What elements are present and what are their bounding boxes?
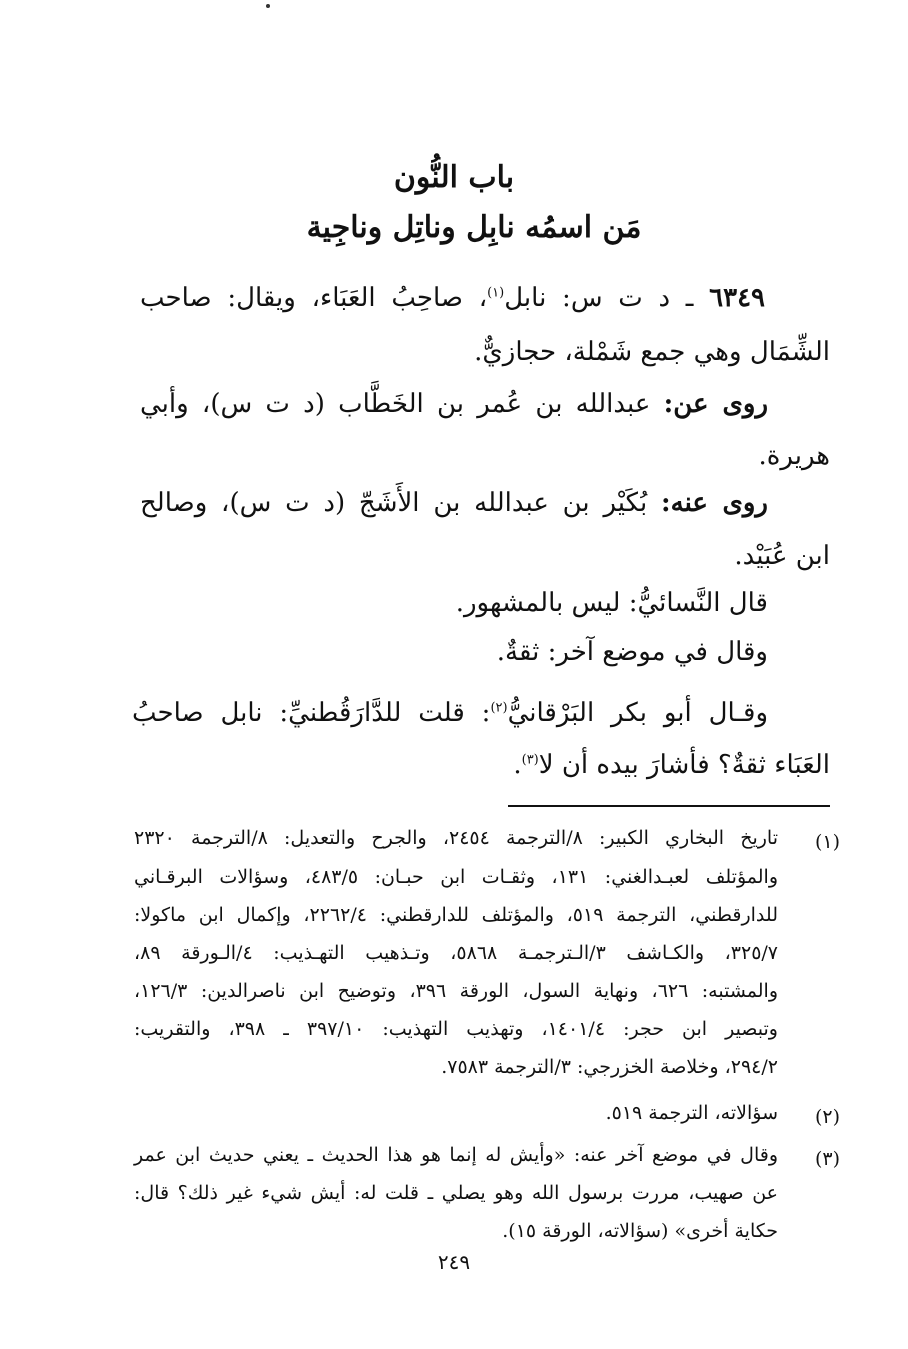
entry-line-1 [140,278,765,318]
entry-number: ٦٣٤٩ [709,283,765,313]
page-number: ٢٤٩ [437,1250,471,1274]
footnote-3-line: عن صهيب، مررت برسول الله وهو يصلي ـ قلت له: أيش شيء غير ذلك؟ قال: [134,1182,778,1204]
barqani-text-2: : قلت للدَّارَقُطنيِّ: نابل صاحبُ [132,698,491,728]
footnote-3-line: حكاية أخرى» (سؤالاته، الورقة ١٥). [502,1220,778,1242]
footnote-3-number: (٣) [814,1148,840,1170]
rawa-an-line-2: هريرة. [758,441,830,471]
footnote-1-line: ٣٢٥/٧، والكـاشف ٣/الـترجمـة ٥٨٦٨، وتـذهيب التهـذيب: ٤/الـورقة ٨٩، [134,942,779,964]
footnote-2-line: سؤالاته، الترجمة ٥١٩. [605,1102,778,1124]
entry-line-2: الشِّمَال وهي جمع شَمْلة، حجازيٌّ. [474,337,830,367]
stray-dot-mark [266,4,270,8]
footnote-2-number: (٢) [814,1106,840,1128]
footnote-1-line: للدارقطني، الترجمة ٥١٩، والمؤتلف للدارقطني: ٢٢٦٢/٤، وإكمال ابن ماكولا: [134,904,778,926]
entry-line-1-rest: ، صاحِبُ العَبَاء، ويقال: صاحب [140,283,488,313]
footnote-1-line: والمؤتلف لعبـدالغني: ١٣١، وثقـات ابن حبـان: ٤٨٣/٥، وسؤالات البرقـاني [134,866,778,888]
barqani-line-2 [140,745,830,785]
rawa-an-label: روى عن: [663,389,768,419]
barqani-line-1 [132,693,768,733]
footnote-1-line: ٢٩٤/٢، وخلاصة الخزرجي: ٣/الترجمة ٧٥٨٣. [441,1056,778,1078]
footnote-1-line: وتبصير ابن حجر: ١٤٠١/٤، وتهذيب التهذيب: ٣٩٧/١٠ ـ ٣٩٨، والتقريب: [134,1018,778,1040]
barqani-line-2-end: . [513,750,522,780]
rawa-anhu-text: بُكَيْر بن عبدالله بن الأَشَجّ (د ت س)، وصالح [140,488,662,518]
entry-symbols: ـ د ت س: [546,283,694,313]
rawa-anhu-line-1 [140,483,768,523]
nasai-statement-2: وقال في موضع آخر: ثقةٌ. [496,637,768,667]
barqani-text-1: وقـال أبو بكر البَرْقانيُّ [507,698,768,728]
entry-name: نابل [504,283,547,313]
rawa-anhu-line-2: ابن عُبَيْد. [734,541,830,571]
rawa-anhu-label: روى عنه: [661,488,768,518]
nasai-statement: قال النَّسائيُّ: ليس بالمشهور. [455,588,768,618]
footnote-ref-1[interactable]: (١) [487,285,505,301]
chapter-title: باب النُّون [393,160,515,195]
footnote-ref-3[interactable]: (٣) [521,752,539,768]
footnote-1-line: والمشتبه: ٦٢٦، ونهاية السول، الورقة ٣٩٦، وتوضيح ابن ناصرالدين: ١٢٦/٣، [134,980,778,1002]
rawa-an-text: عبدالله بن عُمر بن الخَطَّاب (د ت س)، وأبي [140,389,664,419]
footnote-3-line: وقال في موضع آخر عنه: «وأيش له إنما هو هذا الحديث ـ يعني حديث ابن عمر [134,1144,778,1166]
footnote-1-number: (١) [814,831,840,853]
section-title: مَن اسمُه نابِل وناتِل وناجِية [306,210,642,245]
footnote-1-line: تاريخ البخاري الكبير: ٨/الترجمة ٢٤٥٤، والجرح والتعديل: ٨/الترجمة ٢٣٢٠ [134,827,778,849]
rawa-an-line-1 [140,384,768,424]
footnote-separator [508,805,830,807]
footnote-ref-2[interactable]: (٢) [490,700,508,716]
barqani-line-2-text: العَبَاء ثقةٌ؟ فأشارَ بيده أن لا [538,750,830,780]
